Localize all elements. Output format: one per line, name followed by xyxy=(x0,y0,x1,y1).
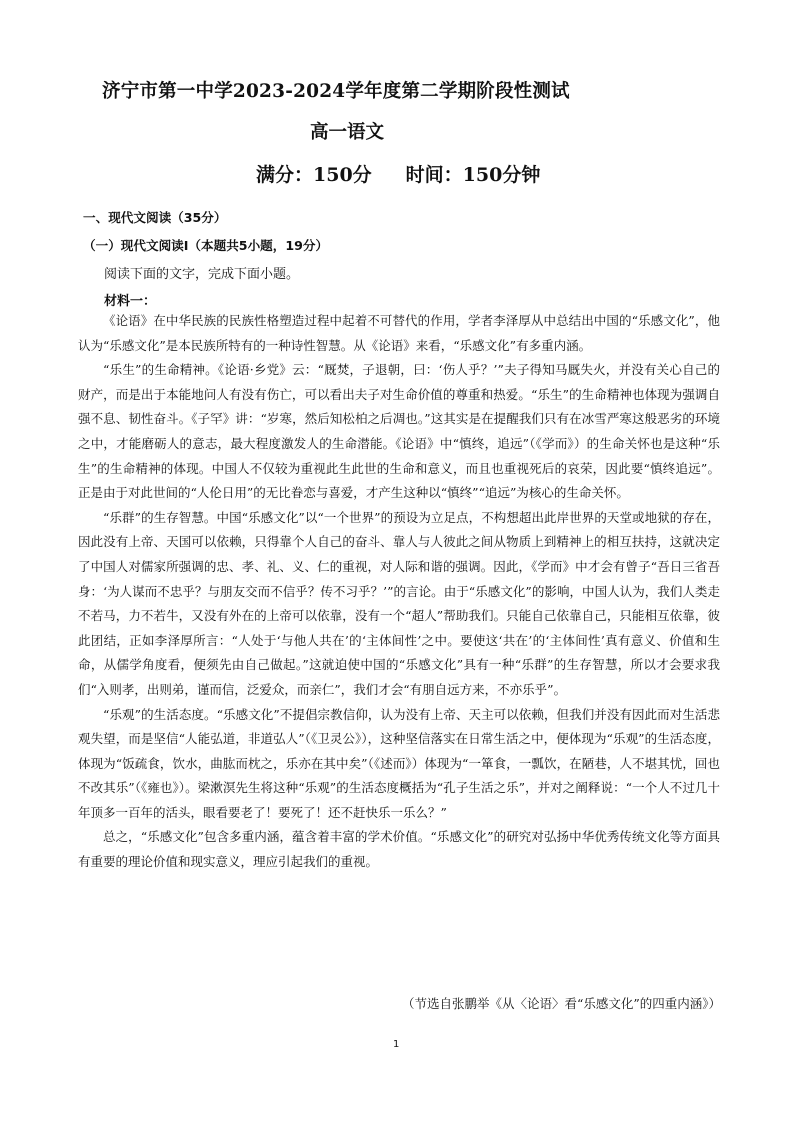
reading-instruction: 阅读下面的文字，完成下面小题。 xyxy=(104,267,300,282)
paragraph: “乐群”的生存智慧。中国“乐感文化”以“一个世界”的预设为立足点，不构想超出此岸世界的天堂或地狱的存在，因此没有上帝、天国可以依赖，只得靠个人自己的奋斗、靠人与人彼此之间从物质上到精神上的相互扶持，这就决定了中国人对儒家所强调的忠、孝、礼、义、仁的重视，对人际和谐的强调。因此，《学而》中才会有曾子“吾日三省吾身：‘为人谋而不忠乎？与朋友交而不信乎？传不习乎？’”的言论。由于“乐感文化”的影响，中国人认为，我们人类走不若马，力不若牛，又没有外在的上帝可以依靠，没有一个“超人”帮助我们。只能自己依靠自己，只能相互依靠，彼此团结，正如李泽厚所言：“人处于‘与他人共在’的‘主体间性’之中。要使这‘共在’的‘主体间性’真有意义、价值和生命，从儒学角度看，便须先由自己做起。”这就迫使中国的“乐感文化”具有一种“乐群”的生存智慧，所以才会要求我们“入则孝，出则弟，谨而信，泛爱众，而亲仁”，我们才会“有朋自远方来，不亦乐乎”。 xyxy=(78,509,720,697)
paragraph: 总之，“乐感文化”包含多重内涵，蕴含着丰富的学术价值。“乐感文化”的研究对弘扬中华优秀传统文化等方面具有重要的理论价值和现实意义，理应引起我们的重视。 xyxy=(78,829,720,870)
full-score: 满分：150分 xyxy=(256,164,372,186)
article-body xyxy=(78,309,720,875)
score-time-line xyxy=(256,160,540,187)
subsection-heading: （一）现代文阅读Ⅰ（本题共5小题，19分） xyxy=(83,238,329,253)
page-number: 1 xyxy=(393,1039,400,1050)
paragraph: “乐生”的生命精神。《论语·乡党》云：“厩焚，子退朝，曰：‘伤人乎？’”夫子得知马厩失火，并没有关心自己的财产，而是出于本能地问人有没有伤亡，可以看出夫子对生命价值的尊重和热爱。“乐生”的生命精神也体现为强调自强不息、韧性奋斗。《子罕》讲：“岁寒，然后知松柏之后凋也。”这其实是在提醒我们只有在冰雪严寒这般恶劣的环境之中，才能磨砺人的意志，最大程度激发人的生命潜能。《论语》中“慎终，追远”（《学而》）的生命关怀也是这种“乐生”的生命精神的体现。中国人不仅较为重视此生此世的生命和意义，而且也重视死后的哀荣，因此要“慎终追远”。正是由于对此世间的“人伦日用”的无比眷恋与喜爱，才产生这种以“慎终”“追远”为核心的生命关怀。 xyxy=(78,362,720,501)
paragraph: 《论语》在中华民族的民族性格塑造过程中起着不可替代的作用，学者李泽厚从中总结出中国的“乐感文化”，他认为“乐感文化”是本民族所特有的一种诗性智慧。从《论语》来看，“乐感文化”有多重内涵。 xyxy=(78,313,720,353)
source-citation: （节选自张鹏举《从〈论语〉看“乐感文化”的四重内涵》） xyxy=(401,996,721,1011)
section-heading: 一、现代文阅读（35分） xyxy=(83,210,227,225)
exam-title: 济宁市第一中学2023-2024学年度第二学期阶段性测试 xyxy=(102,81,570,102)
material-label: 材料一： xyxy=(104,294,157,309)
paragraph: “乐观”的生活态度。“乐感文化”不提倡宗教信仰，认为没有上帝、天主可以依赖，但我们并没有因此而对生活悲观失望，而是坚信“人能弘道，非道弘人”（《卫灵公》），这种坚信落实在日常生活之中，便体现为“乐观”的生活态度，体现为“饭疏食，饮水，曲肱而枕之，乐亦在其中矣”（《述而》）体现为“一箪食，一瓢饮，在陋巷，人不堪其忧，回也不改其乐”（《雍也》）。梁漱溟先生将这种“乐观”的生活态度概括为“孔子生活之乐”，并对之阐释说：“一个人不过几十年顶多一百年的活头，眼看要老了！要死了！还不赶快乐一乐么？” xyxy=(78,706,720,820)
exam-time: 时间：150分钟 xyxy=(405,164,541,186)
subject-title: 高一语文 xyxy=(310,122,385,143)
